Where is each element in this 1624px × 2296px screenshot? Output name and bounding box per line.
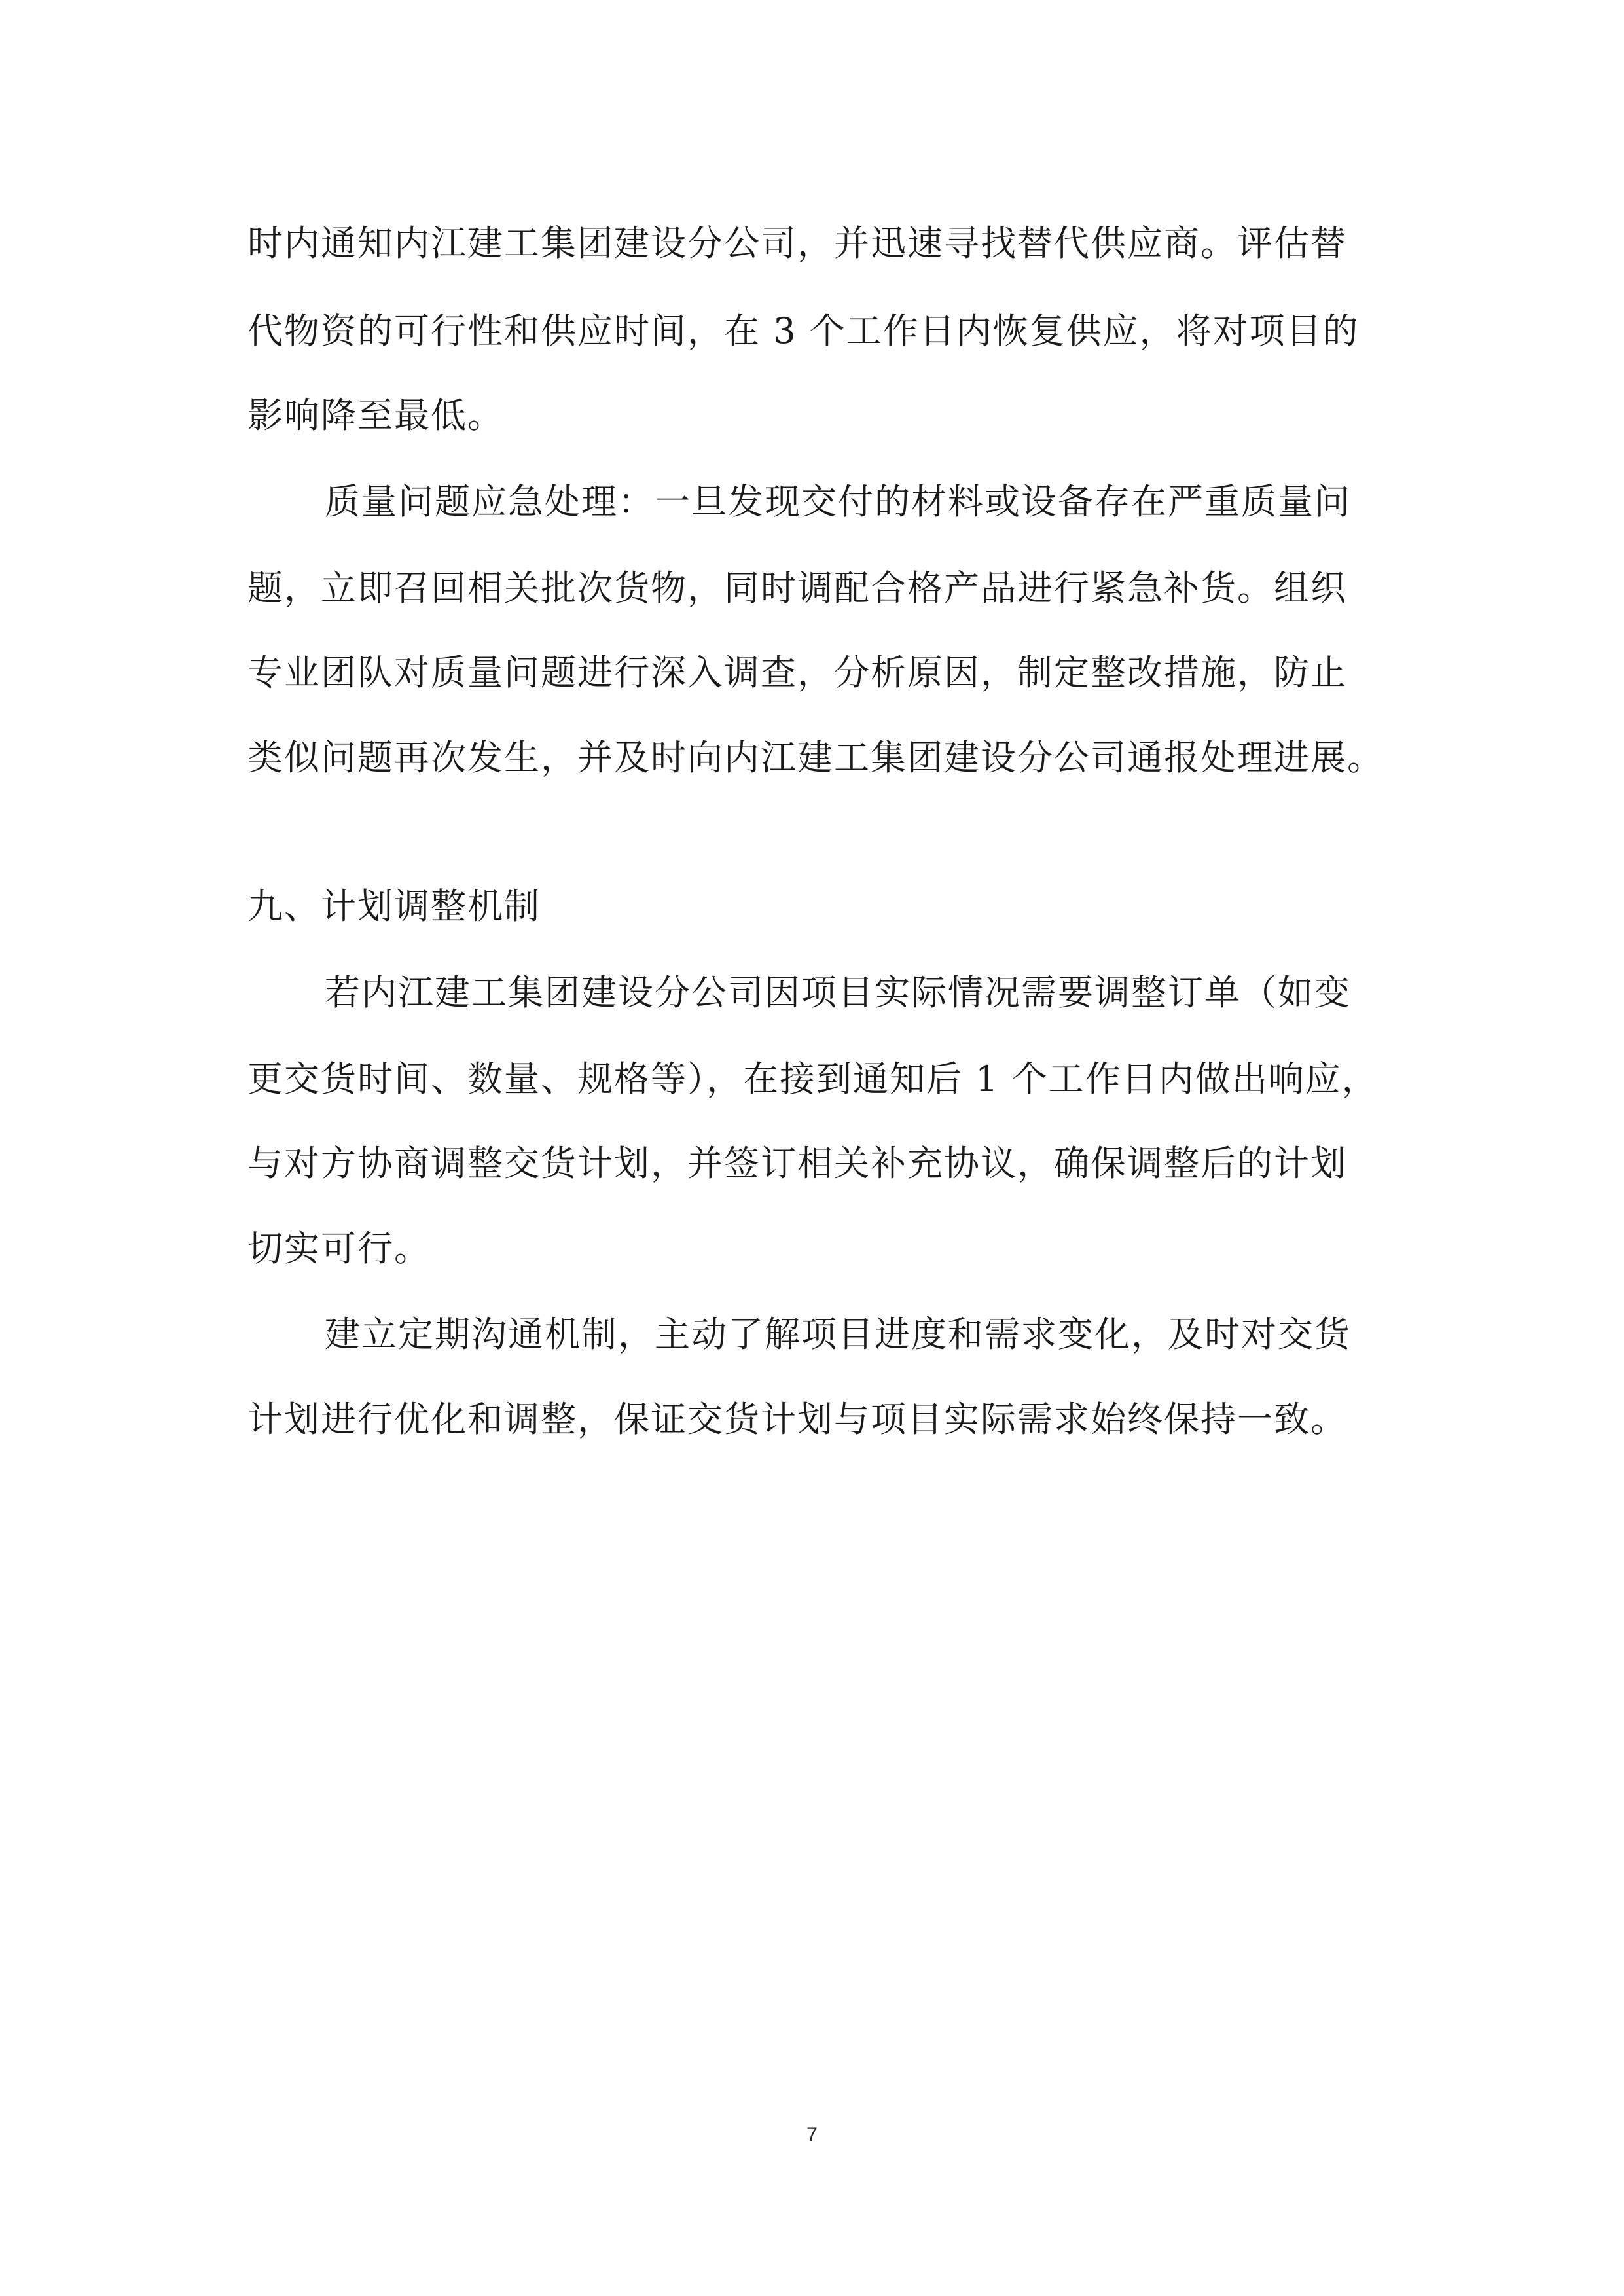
paragraph-line: 计划进行优化和调整，保证交货计划与项目实际需求始终保持一致。 — [247, 1399, 1347, 1440]
paragraph-line: 时内通知内江建工集团建设分公司，并迅速寻找替代供应商。评估替 — [247, 223, 1347, 264]
paragraph-line: 影响降至最低。 — [247, 395, 504, 436]
section-heading: 九、计划调整机制 — [247, 886, 541, 927]
paragraph-line: 质量问题应急处理：一旦发现交付的材料或设备存在严重质量问 — [325, 481, 1351, 522]
paragraph-line: 若内江建工集团建设分公司因项目实际情况需要调整订单（如变 — [325, 972, 1351, 1013]
paragraph-line: 题，立即召回相关批次货物，同时调配合格产品进行紧急补货。组织 — [247, 567, 1347, 609]
paragraph-line: 更交货时间、数量、规格等），在接到通知后 1 个工作日内做出响应， — [247, 1058, 1379, 1100]
paragraph-line: 切实可行。 — [247, 1228, 431, 1269]
paragraph-line: 建立定期沟通机制，主动了解项目进度和需求变化，及时对交货 — [325, 1314, 1351, 1355]
paragraph-line: 类似问题再次发生，并及时向内江建工集团建设分公司通报处理进展。 — [247, 737, 1384, 778]
page-number: 7 — [806, 2124, 818, 2145]
paragraph-line: 与对方协商调整交货计划，并签订相关补充协议，确保调整后的计划 — [247, 1143, 1347, 1184]
paragraph-line: 专业团队对质量问题进行深入调查，分析原因，制定整改措施，防止 — [247, 652, 1347, 693]
paragraph-line: 代物资的可行性和供应时间，在 3 个工作日内恢复供应，将对项目的 — [247, 310, 1360, 351]
